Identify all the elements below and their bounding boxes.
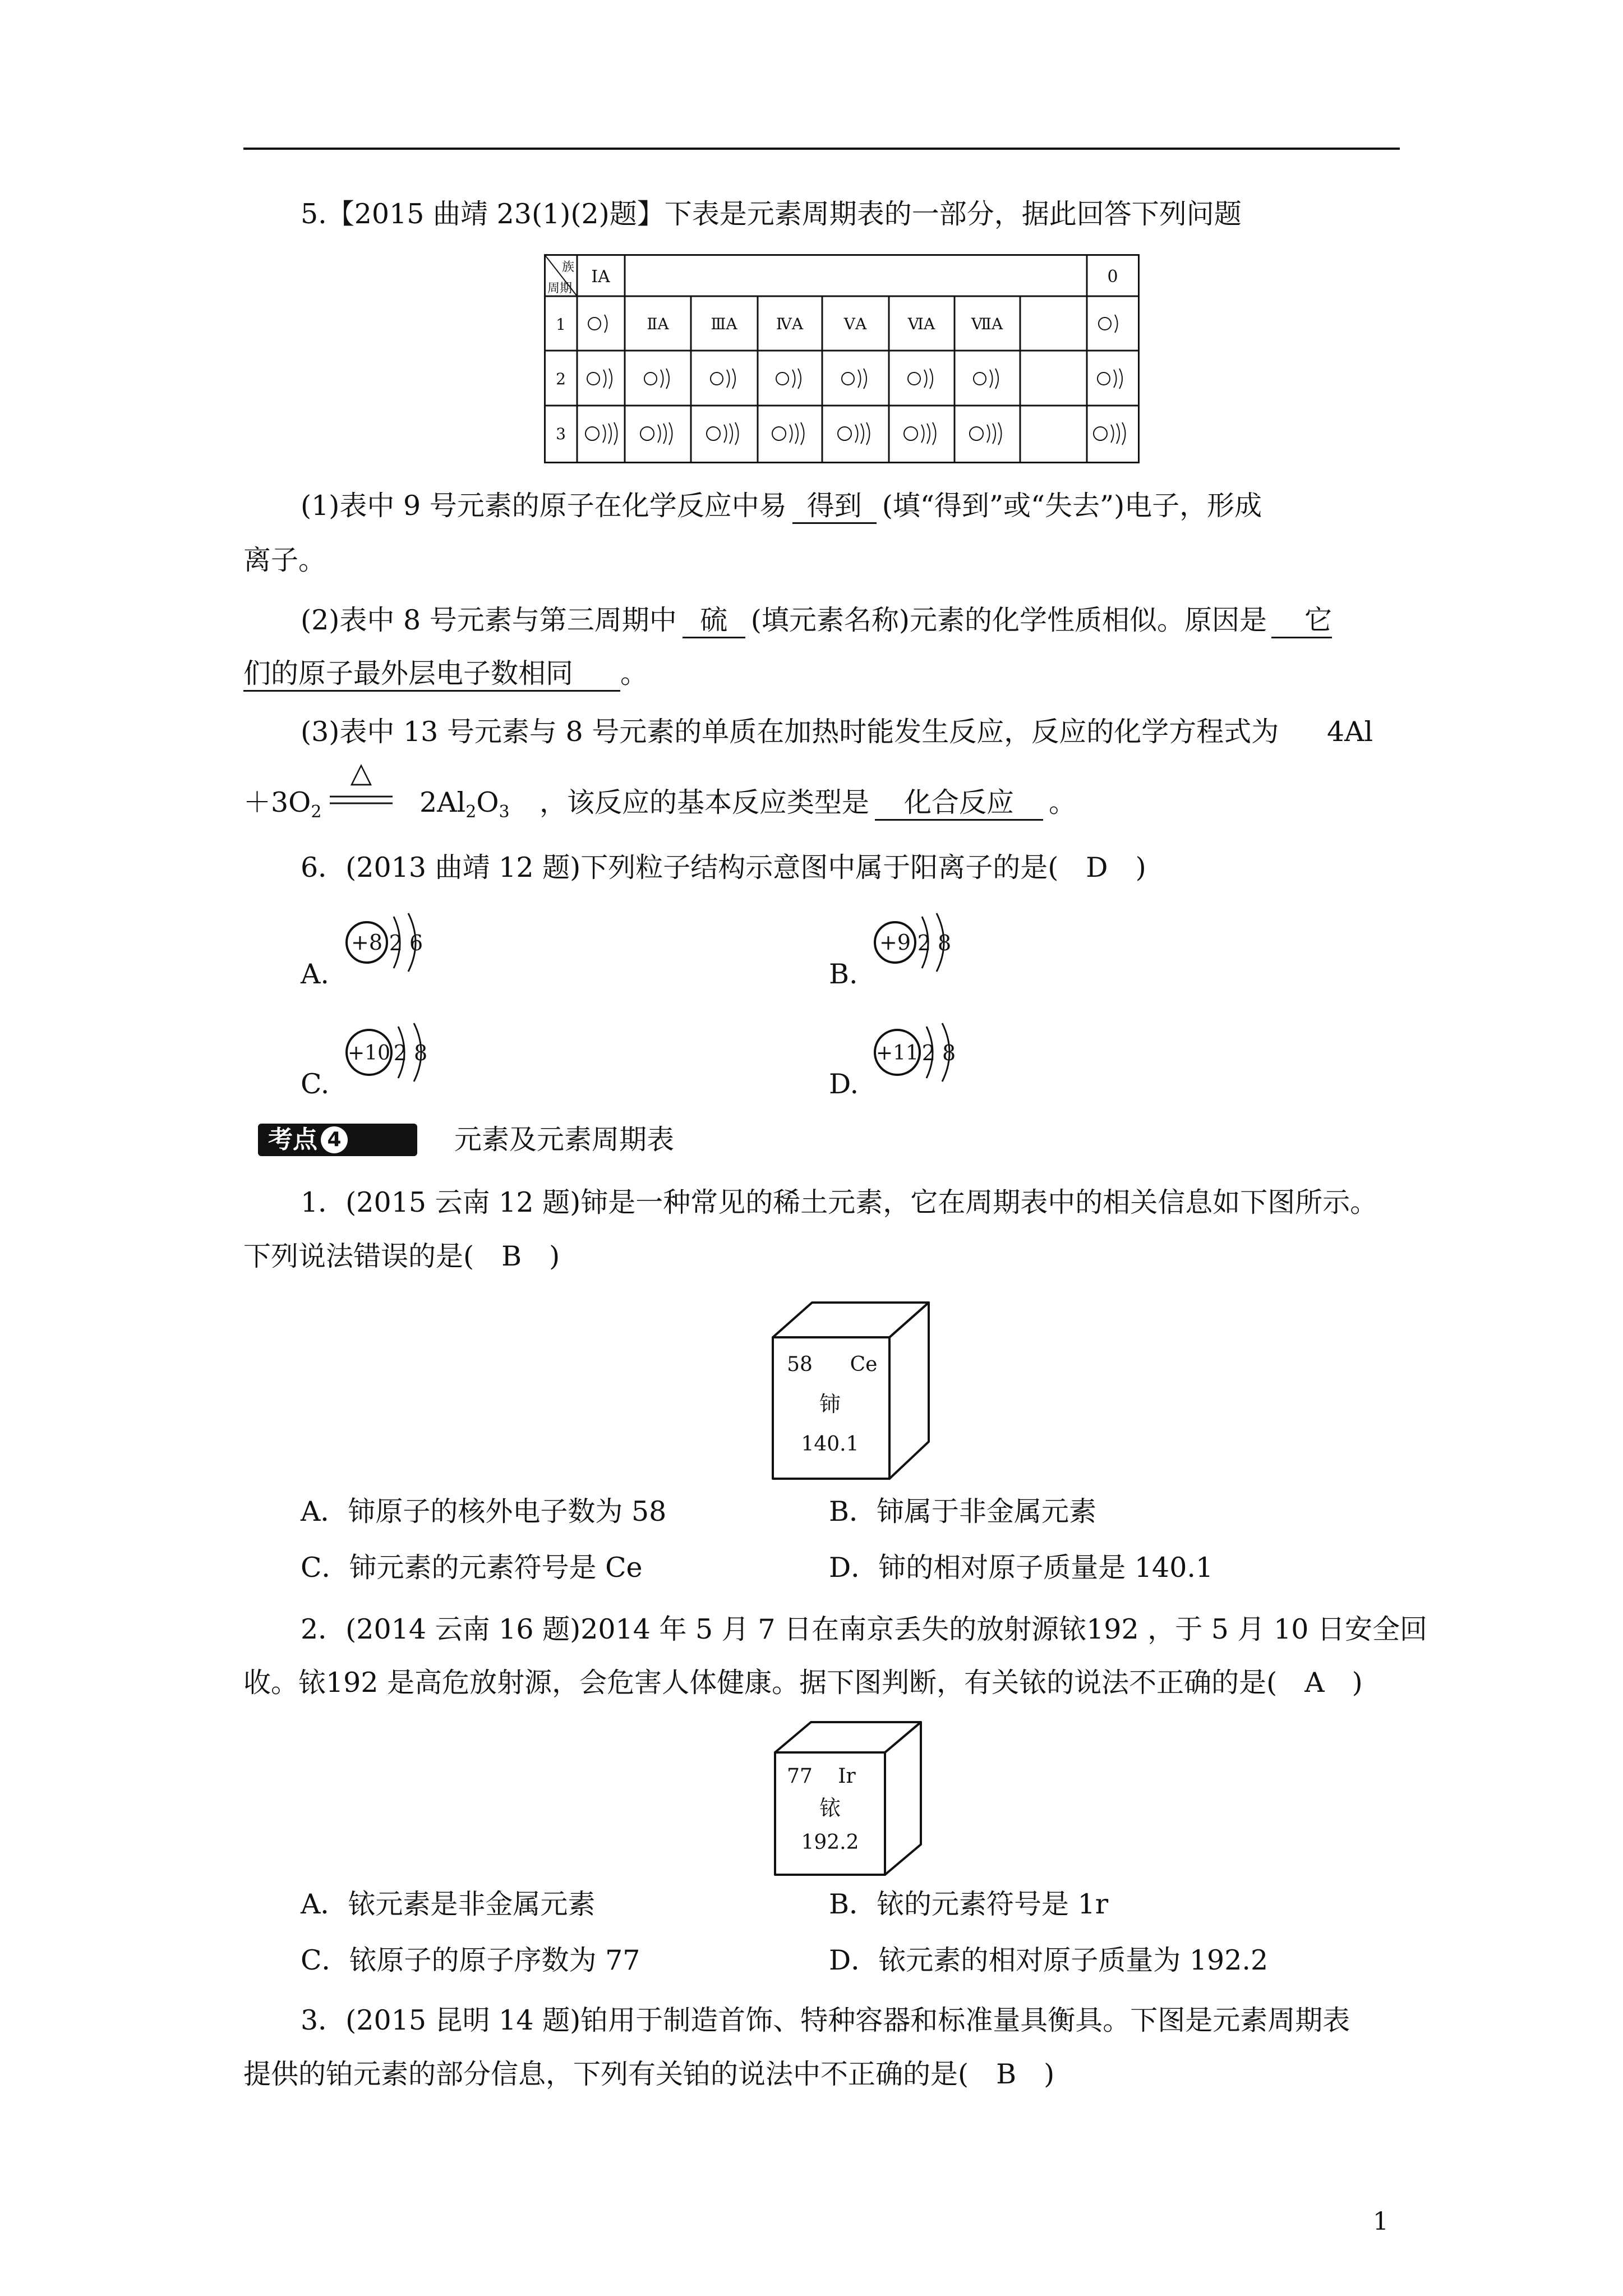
s3-stem-line1: 3．(2015 昆明 14 题)铂用于制造首饰、特种容器和标准量具衡具。下图是元素周期表 [301, 2004, 1350, 2036]
s2-stem-line2: 收。铱192 是高危放射源，会危害人体健康。据下图判断，有关铱的说法不正确的是( A ) [243, 1667, 1363, 1699]
q6-option-d-letter: D. [829, 1068, 859, 1100]
atom-c-diagram [776, 369, 801, 389]
q6-stem: 6．(2013 曲靖 12 题)下列粒子结构示意图中属于阳离子的是( D ) [301, 852, 1146, 884]
ion-diagram-c [339, 1016, 457, 1089]
ion-diagram-b [869, 907, 976, 979]
shell-electrons: 2 8 [917, 931, 952, 955]
atom-si-diagram [772, 422, 804, 445]
section-badge-number: 4 [321, 1126, 348, 1153]
atom-b-diagram [711, 369, 735, 389]
nucleus-charge: +11 [876, 1042, 919, 1065]
q5-p1-after: (填“得到”或“失去”)电子，形成 [882, 490, 1262, 522]
atom-li-diagram [587, 369, 612, 389]
q5-p1-text: (1)表中 9 号元素的原子在化学反应中易 [301, 490, 787, 522]
cube-atomic-mass: 192.2 [801, 1831, 859, 1854]
q5-p1-answer: 得到 [792, 490, 877, 524]
s1-option-a: A．铈原子的核外电子数为 58 [301, 1496, 667, 1527]
q5-p2-answer2-part2: 们的原子最外层电子数相同 [243, 657, 620, 692]
eq-right-o: O [476, 786, 499, 818]
group-label-5a: ⅤA [843, 315, 867, 333]
atom-diagrams [585, 315, 1126, 445]
heating-condition-sign [329, 758, 394, 815]
section-title: 元素及元素周期表 [454, 1124, 675, 1156]
atom-be-diagram [644, 369, 669, 389]
corner-group-label: 族 [561, 260, 574, 274]
atom-ne-diagram [1098, 369, 1122, 389]
element-cube-cerium [769, 1299, 932, 1482]
s2-option-c: C．铱原子的原子序数为 77 [301, 1944, 640, 1976]
q5-equation-right [419, 783, 510, 832]
shell-electrons: 2 8 [921, 1041, 956, 1065]
cube-atomic-mass: 140.1 [801, 1433, 859, 1456]
atom-p-diagram [838, 422, 870, 445]
atom-ar-diagram [1094, 422, 1126, 445]
nucleus-charge: +9 [879, 930, 911, 955]
atom-s-diagram [904, 422, 936, 445]
eq-left-text: ＋3O [243, 786, 311, 818]
group-label-2a: ⅡA [647, 315, 669, 333]
q5-part3-line2 [540, 783, 1076, 822]
atom-f-diagram [974, 369, 998, 389]
q5-p3-line1-tail: 4Al [1327, 716, 1373, 748]
atom-h-diagram [588, 315, 607, 333]
ion-diagram-d [867, 1016, 985, 1089]
period-label-1: 1 [556, 315, 566, 334]
q5-p2-middle: (填元素名称)元素的化学性质相似。原因是 [750, 604, 1267, 636]
s2-option-b: B．铱的元素符号是 1r [829, 1888, 1109, 1920]
q5-p2-answer2-part1: 它 [1271, 604, 1332, 638]
header-rule [243, 148, 1400, 150]
shell-electrons: 2 6 [389, 931, 423, 955]
q5-p2-end: 。 [620, 657, 648, 689]
eq-right-sub1: 2 [465, 802, 477, 822]
q6-option-c-letter: C. [301, 1068, 330, 1100]
s2-option-a: A．铱元素是非金属元素 [301, 1888, 596, 1920]
s1-option-b: B．铈属于非金属元素 [829, 1496, 1097, 1527]
heat-triangle: △ [350, 758, 372, 789]
period-label-2: 2 [556, 370, 566, 388]
cube-element-name: 铱 [819, 1796, 841, 1820]
cube-atomic-number: 77 [787, 1765, 813, 1788]
element-cube-iridium [772, 1719, 924, 1878]
q5-part1-line1 [301, 486, 1262, 526]
ion-diagram-a [341, 907, 448, 979]
group-label-4a: ⅣA [776, 315, 804, 333]
atom-he-diagram [1099, 315, 1118, 333]
q5-p2-text: (2)表中 8 号元素与第三周期中 [301, 604, 677, 636]
section-badge [258, 1124, 417, 1156]
s1-option-c: C．铈元素的元素符号是 Ce [301, 1552, 643, 1584]
q5-p3-end: 。 [1049, 786, 1077, 818]
s1-option-d: D．铈的相对原子质量是 140.1 [829, 1552, 1214, 1584]
atom-o-diagram [908, 369, 933, 389]
s3-stem-line2: 提供的铂元素的部分信息，下列有关铂的说法中不正确的是( B ) [243, 2058, 1055, 2090]
cube-symbol: Ir [838, 1765, 856, 1788]
nucleus-charge: +8 [351, 930, 383, 955]
group-label-6a: ⅥA [907, 315, 935, 333]
header-group-1a: ⅠA [591, 267, 610, 287]
corner-period-label: 周期 [547, 282, 573, 296]
periodic-table-fragment [544, 254, 1140, 463]
q5-p1-line2: 离子。 [243, 544, 326, 576]
q5-part3-line1 [301, 712, 1279, 752]
shell-electrons: 2 8 [393, 1041, 428, 1065]
atom-na-diagram [585, 422, 617, 445]
q5-part2-line2 [243, 654, 648, 693]
atom-mg-diagram [640, 422, 672, 445]
cube-atomic-number: 58 [787, 1353, 813, 1376]
s1-stem-line1: 1．(2015 云南 12 题)铈是一种常见的稀土元素，它在周期表中的相关信息如下图所示。 [301, 1186, 1378, 1218]
s2-option-d: D．铱元素的相对原子质量为 192.2 [829, 1944, 1269, 1976]
page-number: 1 [1373, 2207, 1389, 2236]
atom-n-diagram [842, 369, 866, 389]
nucleus-charge: +10 [348, 1042, 390, 1065]
cube-symbol: Ce [850, 1353, 878, 1376]
s1-stem-line2: 下列说法错误的是( B ) [243, 1240, 560, 1272]
eq-right-sub2: 3 [499, 802, 510, 822]
q5-p2-answer: 硫 [683, 604, 745, 638]
cube-element-name: 铈 [819, 1392, 841, 1416]
s2-stem-line1: 2．(2014 云南 16 题)2014 年 5 月 7 日在南京丢失的放射源铱192 ，于 5 月 10 日安全回 [301, 1613, 1428, 1645]
q5-stem: 5.【2015 曲靖 23(1)(2)题】下表是元素周期表的一部分，据此回答下列问题 [301, 198, 1242, 230]
q6-option-b-letter: B. [829, 958, 858, 990]
q5-p3-text: (3)表中 13 号元素与 8 号元素的单质在加热时能发生反应，反应的化学方程式为 [301, 716, 1279, 748]
q5-p3-after: ，该反应的基本反应类型是 [540, 786, 870, 818]
q5-equation-left [243, 783, 321, 832]
eq-left-sub: 2 [311, 802, 322, 822]
section-badge-text: 考点 [268, 1125, 317, 1154]
group-label-3a: ⅢA [711, 315, 737, 333]
period-label-3: 3 [556, 425, 566, 443]
header-group-0: 0 [1107, 267, 1118, 287]
atom-al-diagram [707, 422, 739, 445]
atom-cl-diagram [970, 422, 1002, 445]
q5-part2-line1 [301, 601, 1332, 640]
q5-p3-answer: 化合反应 [875, 786, 1043, 821]
q6-option-a-letter: A. [301, 958, 329, 990]
eq-right-al: 2Al [419, 786, 466, 818]
group-label-7a: ⅦA [971, 315, 1003, 333]
